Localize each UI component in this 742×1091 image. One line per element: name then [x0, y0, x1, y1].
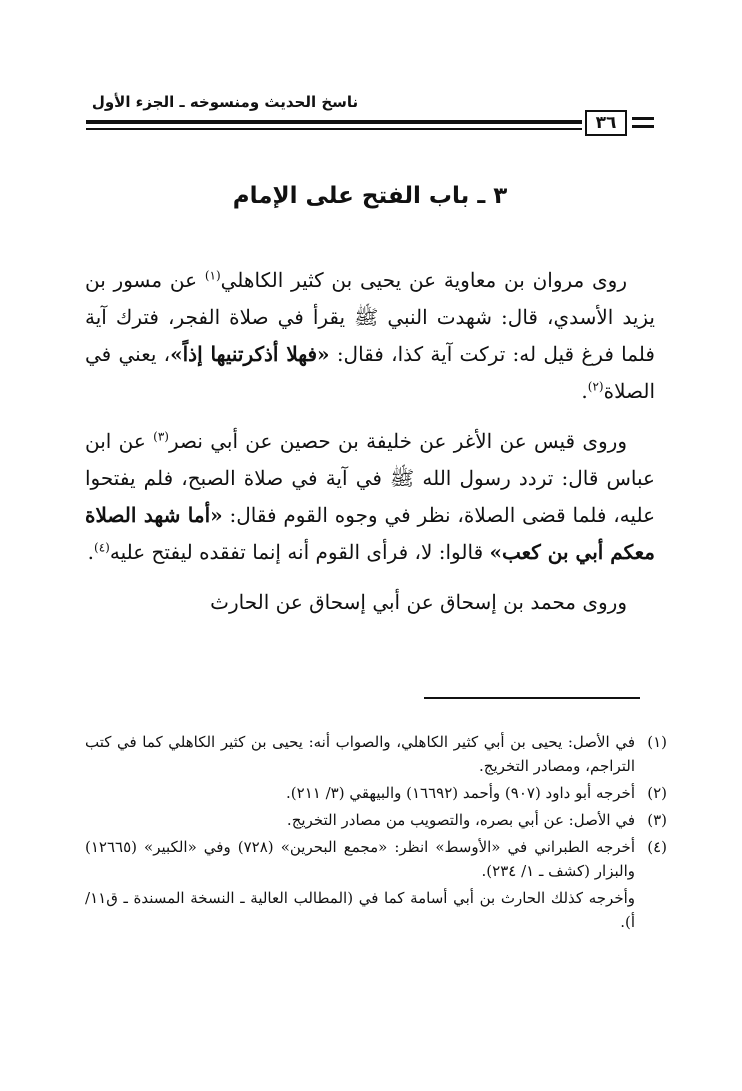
footnote-number: (١): [647, 733, 667, 751]
text-run: قالوا: لا، فرأى القوم أنه إنما تفقده ليفتح عليه: [109, 540, 490, 564]
text-run: عن ابن عباس قال: تردد رسول الله ﷺ في آية في صلاة الصبح، فلم يفتحوا عليه، فلما قضى الصلاة، نظر في وجوه القوم فقال:: [85, 429, 655, 527]
page-number-ornament: [632, 125, 654, 128]
text-run: روى مروان بن معاوية عن يحيى بن كثير الكاهلي: [220, 268, 627, 292]
running-header-title: ناسخ الحديث ومنسوخه ـ الجزء الأول: [91, 93, 359, 111]
footnote-number: (٢): [647, 784, 667, 802]
quoted-hadith: «أما شهد الصلاة معكم أبي بن كعب»: [85, 503, 655, 564]
footnote: [85, 835, 667, 883]
page-number-ornament: [632, 117, 654, 120]
footnote-number: (٣): [647, 811, 667, 829]
text-run: .: [581, 379, 588, 403]
page-number: ٣٦: [585, 110, 627, 136]
header-rule-thick: [86, 120, 582, 124]
footnote-ref: (٢): [587, 379, 604, 394]
footnote-ref: (٣): [153, 429, 169, 444]
text-run: .: [87, 540, 95, 564]
footnote: [85, 781, 667, 805]
paragraph: [85, 262, 655, 410]
chapter-title: ٣ ـ باب الفتح على الإمام: [232, 183, 508, 209]
footnote-ref: (٤): [94, 540, 110, 555]
footnote-text: أخرجه أبو داود (٩٠٧) وأحمد (١٦٦٩٢) والبيهقي (٣/ ٢١١).: [286, 784, 635, 802]
footnote-ref: (١): [204, 268, 221, 283]
footnote-text: أخرجه الطبراني في «الأوسط» انظر: «مجمع البحرين» (٧٢٨) وفي «الكبير» (١٢٦٦٥) والبزار (كشف ـ ١/ ٢٣٤).: [85, 838, 635, 880]
footnote-number: (٤): [647, 838, 667, 856]
footnotes: [85, 730, 667, 934]
footnote-text: في الأصل: يحيى بن أبي كثير الكاهلي، والصواب أنه: يحيى بن كثير الكاهلي كما في كتب التراجم، ومصادر التخريج.: [85, 733, 635, 775]
paragraph: [85, 584, 655, 621]
text-run: وروى محمد بن إسحاق عن أبي إسحاق عن الحارث: [210, 590, 627, 614]
quoted-hadith: «فهلا أذكرتنيها إذاً»: [170, 342, 330, 366]
paragraph: [85, 423, 655, 571]
footnote: [85, 730, 667, 778]
footnote-separator: [424, 697, 640, 699]
footnote-text: في الأصل: عن أبي بصره، والتصويب من مصادر التخريج.: [286, 811, 635, 829]
text-run: ، يعني في الصلاة: [85, 342, 655, 403]
body-text: [85, 262, 655, 634]
text-run: وروى قيس عن الأغر عن خليفة بن حصين عن أبي نصر: [168, 429, 627, 453]
footnote: [85, 808, 667, 832]
footnote-continuation: وأخرجه كذلك الحارث بن أبي أسامة كما في (المطالب العالية ـ النسخة المسندة ـ ق١١/أ).: [85, 889, 635, 931]
text-run: عن مسور بن يزيد الأسدي، قال: شهدت النبي ﷺ يقرأ في صلاة الفجر، فترك آية فلما فرغ قيل له: تركت آية كذا، فقال:: [85, 268, 655, 366]
header-rule-thin: [86, 128, 582, 130]
